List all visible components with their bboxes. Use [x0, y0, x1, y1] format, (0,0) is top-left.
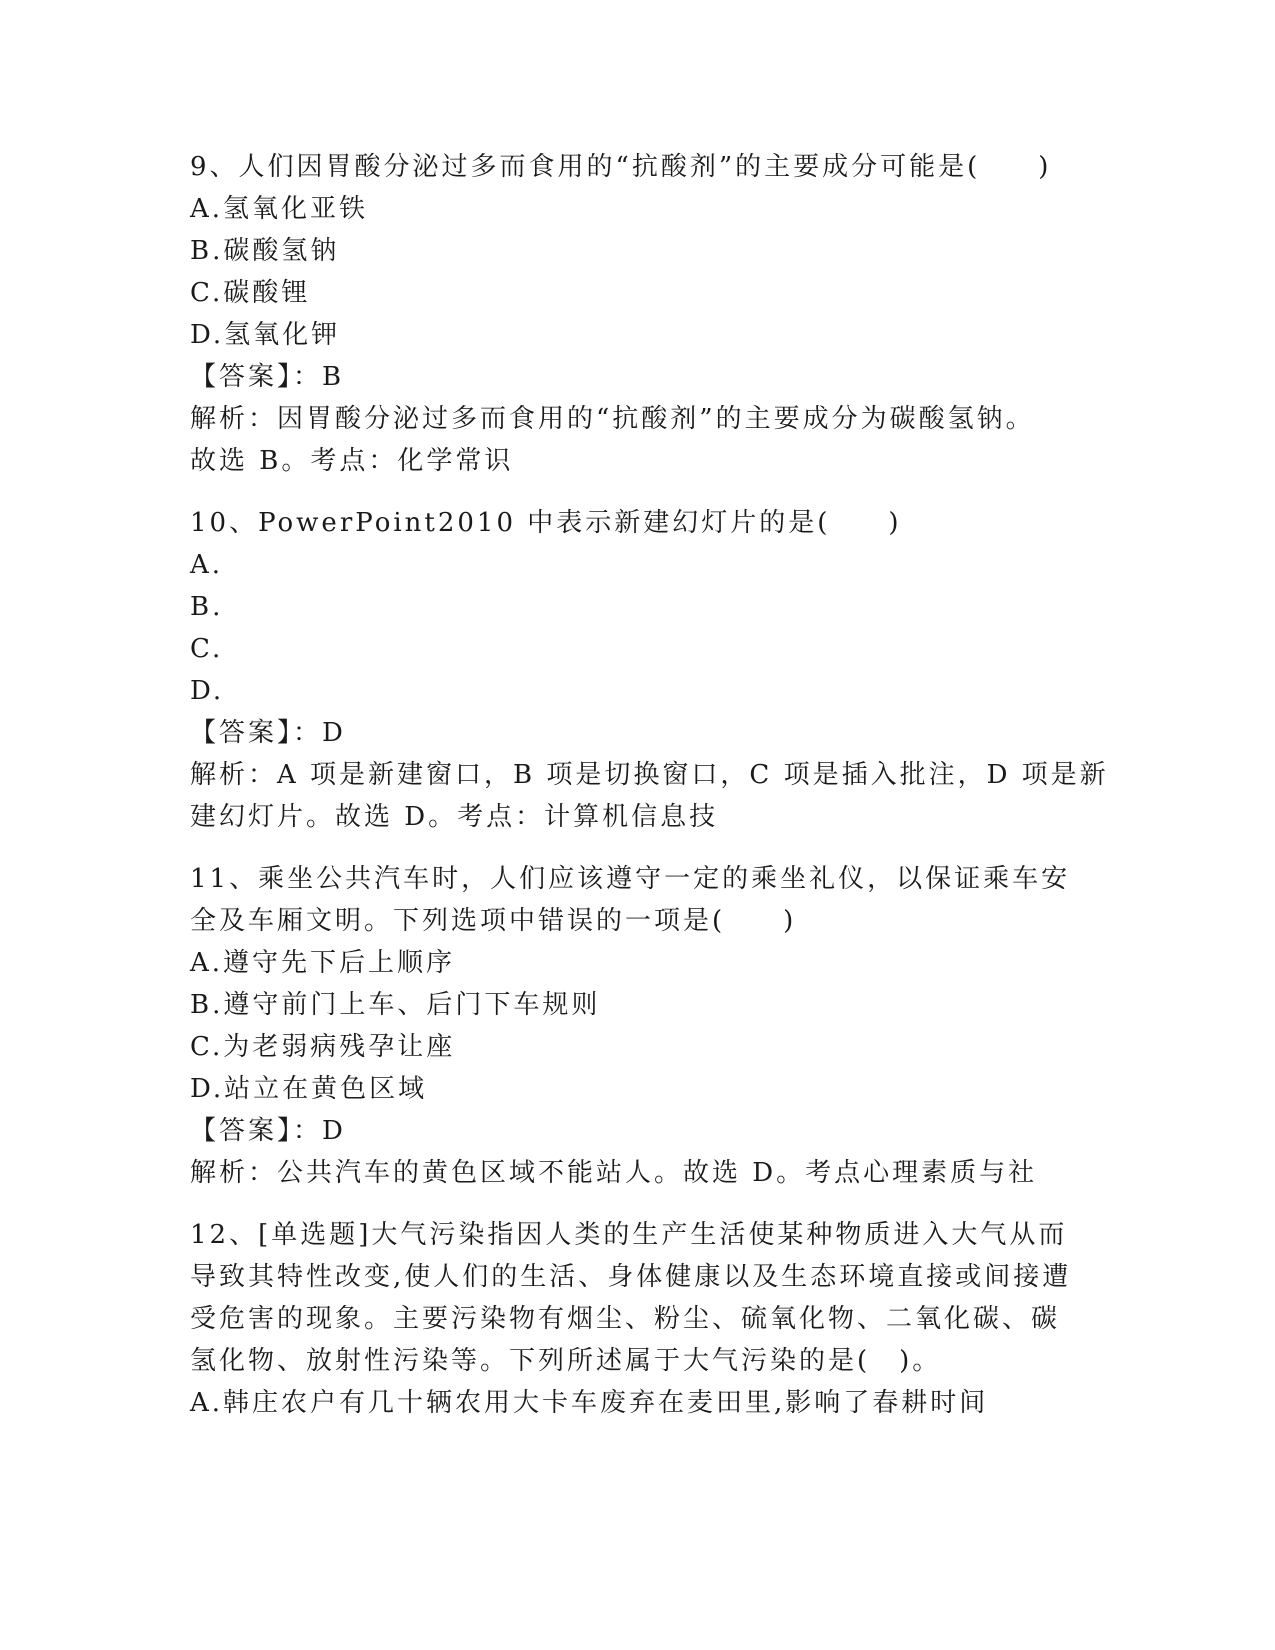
- question-stem: 导致其特性改变,使人们的生活、身体健康以及生态环境直接或间接遭: [190, 1262, 1072, 1292]
- question-stem: 受危害的现象。主要污染物有烟尘、粉尘、硫氧化物、二氧化碳、碳: [190, 1304, 1061, 1334]
- analysis-line: 解析：A 项是新建窗口，B 项是切换窗口，C 项是插入批注，D 项是新: [190, 760, 1109, 790]
- question-stem: 9、人们因胃酸分泌过多而食用的“抗酸剂”的主要成分可能是( ): [190, 152, 1052, 182]
- question-10: [190, 502, 1109, 838]
- question-stem: 12、[单选题]大气污染指因人类的生产生活使某种物质进入大气从而: [190, 1220, 1068, 1250]
- question-11: [190, 858, 1090, 1194]
- answer-line: 【答案】：D: [190, 1116, 346, 1146]
- question-stem: 氢化物、放射性污染等。下列所述属于大气污染的是( )。: [190, 1346, 942, 1376]
- option-c: C.: [190, 634, 224, 664]
- question-stem: 全及车厢文明。下列选项中错误的一项是( ): [190, 906, 797, 936]
- option-d: D.站立在黄色区域: [190, 1074, 428, 1104]
- option-a: A.韩庄农户有几十辆农用大卡车废弃在麦田里,影响了春耕时间: [190, 1388, 989, 1418]
- analysis-line: 故选 B。考点：化学常识: [190, 446, 514, 476]
- answer-line: 【答案】：D: [190, 718, 346, 748]
- analysis-line: 解析：因胃酸分泌过多而食用的“抗酸剂”的主要成分为碳酸氢钠。: [190, 404, 1035, 434]
- question-list: [190, 146, 1109, 1444]
- option-a: A.遵守先下后上顺序: [190, 948, 456, 978]
- question-9: [190, 146, 1090, 482]
- option-a: A.: [190, 550, 224, 580]
- answer-line: 【答案】：B: [190, 362, 345, 392]
- question-12: [190, 1214, 1090, 1424]
- analysis-line: 解析：公共汽车的黄色区域不能站人。故选 D。考点心理素质与社: [190, 1158, 1038, 1188]
- option-c: C.碳酸锂: [190, 278, 311, 308]
- option-b: B.遵守前门上车、后门下车规则: [190, 990, 601, 1020]
- option-c: C.为老弱病残孕让座: [190, 1032, 456, 1062]
- option-b: B.碳酸氢钠: [190, 236, 340, 266]
- option-d: D.氢氧化钾: [190, 320, 341, 350]
- option-b: B.: [190, 592, 224, 622]
- question-stem: 10、PowerPoint2010 中表示新建幻灯片的是( ): [190, 508, 902, 538]
- question-stem: 11、乘坐公共汽车时，人们应该遵守一定的乘坐礼仪，以保证乘车安: [190, 864, 1071, 894]
- option-a: A.氢氧化亚铁: [190, 194, 369, 224]
- option-d: D.: [190, 676, 225, 706]
- analysis-line: 建幻灯片。故选 D。考点：计算机信息技: [190, 802, 719, 832]
